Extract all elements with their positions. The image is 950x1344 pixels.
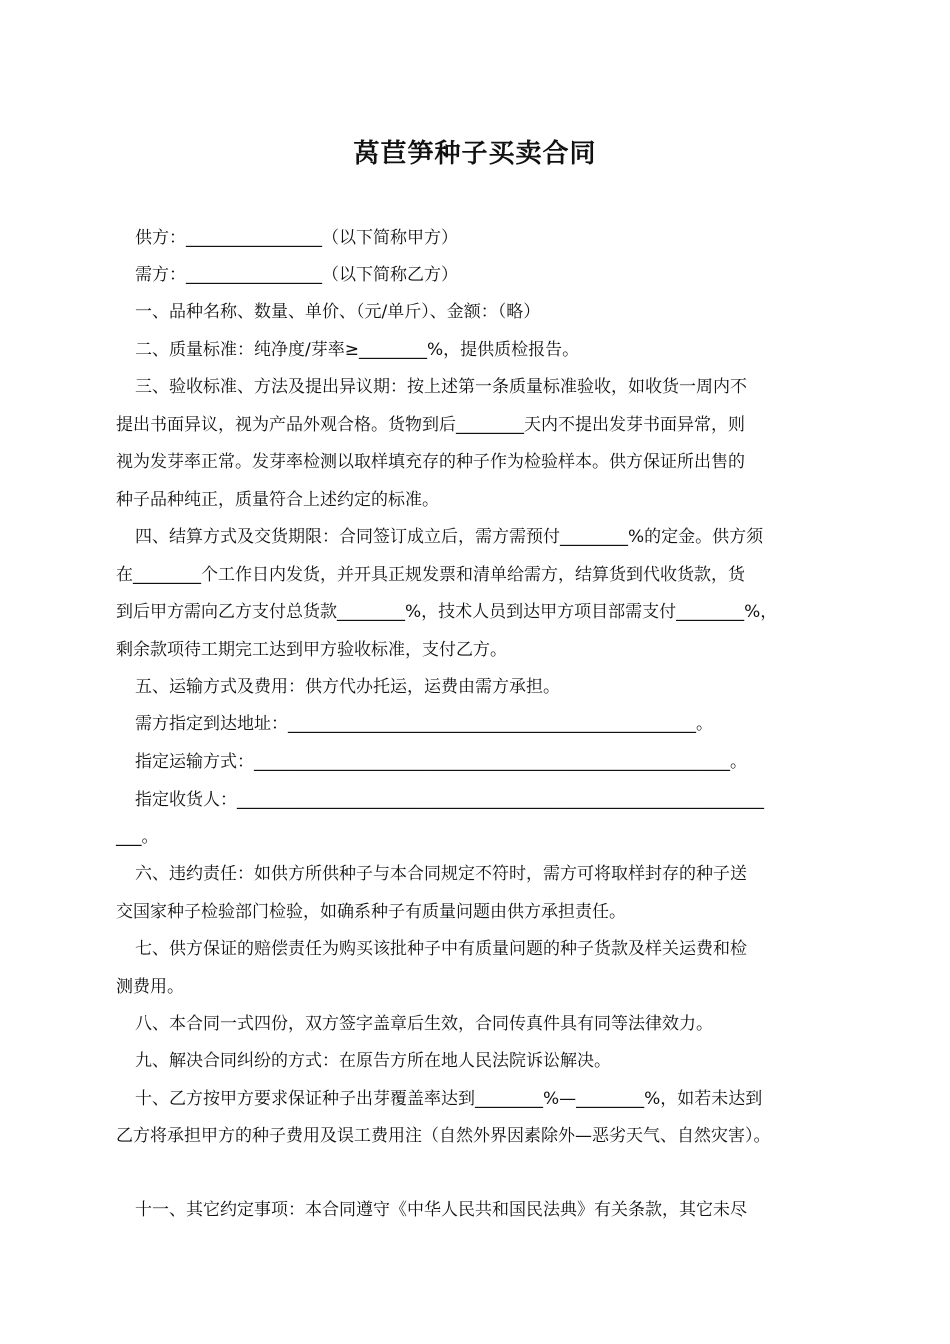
clause-3-cont: 视为发芽率正常。发芽率检测以取样填充存的种子作为检验样本。供方保证所出售的	[116, 452, 745, 472]
delivery-address-line: 需方指定到达地址：________________________________________________。	[135, 714, 713, 734]
clause-4-cont: 剩余款项待工期完工达到甲方验收标准，支付乙方。	[116, 640, 507, 660]
clause-4-cont: 在________个工作日内发货，并开具正规发票和清单给需方，结算货到代收货款，货	[116, 565, 745, 585]
clause-7-cont: 测费用。	[116, 977, 184, 997]
transport-method-line: 指定运输方式：________________________________________________________。	[135, 752, 747, 772]
clause-11: 十一、其它约定事项：本合同遵守《中华人民共和国民法典》有关条款，其它未尽	[135, 1200, 747, 1220]
clause-3-cont: 种子品种纯正，质量符合上述约定的标准。	[116, 490, 439, 510]
clause-1: 一、品种名称、数量、单价、（元/单斤）、金额：（略）	[135, 302, 541, 322]
clause-6-cont: 交国家种子检验部门检验，如确系种子有质量问题由供方承担责任。	[116, 902, 626, 922]
clause-10: 十、乙方按甲方要求保证种子出芽覆盖率达到________%—________%，如若未达到	[135, 1089, 763, 1109]
clause-8: 八、本合同一式四份，双方签字盖章后生效，合同传真件具有同等法律效力。	[135, 1014, 713, 1034]
supplier-line: 供方：________________（以下简称甲方）	[135, 228, 458, 248]
clause-5: 五、运输方式及费用：供方代办托运，运费由需方承担。	[135, 677, 560, 697]
clause-7: 七、供方保证的赔偿责任为购买该批种子中有质量问题的种子货款及样关运费和检	[135, 939, 747, 959]
clause-4-cont: 到后甲方需向乙方支付总货款________%，技术人员到达甲方项目部需支付________%，	[116, 602, 778, 622]
consignee-line: 指定收货人：______________________________________________________________	[135, 790, 764, 810]
clause-9: 九、解决合同纠纷的方式：在原告方所在地人民法院诉讼解决。	[135, 1051, 611, 1071]
clause-3-cont: 提出书面异议，视为产品外观合格。货物到后________天内不提出发芽书面异常，则	[116, 415, 745, 435]
clause-3: 三、验收标准、方法及提出异议期：按上述第一条质量标准验收，如收货一周内不	[135, 377, 747, 397]
clause-4: 四、结算方式及交货期限：合同签订成立后，需方需预付________%的定金。供方须	[135, 527, 764, 547]
document-title: 莴苣笋种子买卖合同	[353, 139, 597, 169]
buyer-line: 需方：________________（以下简称乙方）	[135, 265, 458, 285]
clause-10-cont: 乙方将承担甲方的种子费用及误工费用注（自然外界因素除外—恶劣天气、自然灾害）。	[116, 1126, 771, 1146]
clause-2: 二、质量标准：纯净度/芽率≥________%，提供质检报告。	[135, 340, 580, 360]
clause-6: 六、违约责任：如供方所供种子与本合同规定不符时，需方可将取样封存的种子送	[135, 864, 747, 884]
consignee-line-cont: ___。	[116, 827, 159, 847]
